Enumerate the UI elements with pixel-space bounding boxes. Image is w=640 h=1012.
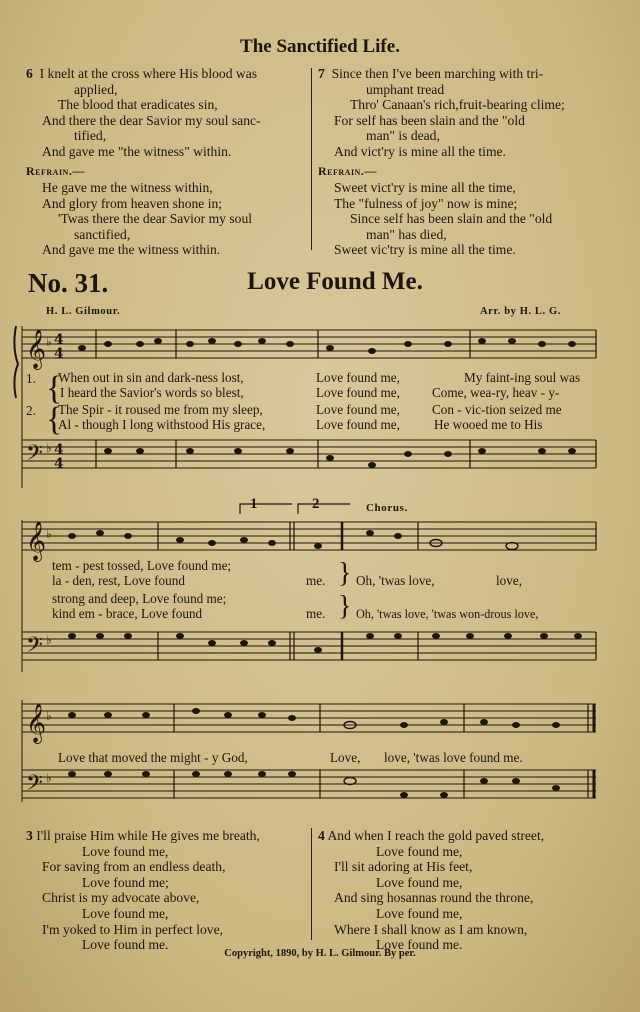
copyright-notice: Copyright, 1890, by H. L. Gilmour. By per. (224, 948, 416, 959)
lyric-line: Love, (330, 750, 361, 765)
verse-line: Where I shall know as I am known, (334, 921, 528, 937)
verse-7 (318, 66, 618, 160)
verse-line: Love found me, (82, 843, 169, 859)
verse-line: And vict'ry is mine all the time. (334, 143, 506, 159)
lyric-line: strong and deep, Love found me; (52, 591, 227, 606)
lyric-line: Love found me, (316, 385, 400, 400)
refrain-line: The "fulness of joy" now is mine; (334, 195, 518, 211)
verse-line: I'm yoked to Him in perfect love, (42, 921, 224, 937)
verse-line: For saving from an endless death, (42, 859, 226, 875)
verse-number: 2. (26, 403, 36, 418)
verse-line: Thro' Canaan's rich,fruit-bearing clime; (350, 97, 565, 113)
lyric-line: me. (306, 606, 326, 621)
svg-text:𝄢: 𝄢 (26, 771, 43, 801)
refrain-heading: Refrain.— (318, 164, 377, 178)
svg-text:𝄞: 𝄞 (26, 329, 47, 369)
lyric-line: Love found me, (316, 370, 400, 385)
verse-line: Love found me, (376, 874, 463, 890)
svg-text:4: 4 (54, 332, 64, 348)
lyric-line: Love that moved the might - y God, (58, 750, 248, 765)
verse-line: man" is dead, (366, 128, 440, 144)
lyric-line: When out in sin and dark-ness lost, (58, 370, 244, 385)
lyric-line: me. (306, 573, 326, 588)
svg-text:♭: ♭ (46, 527, 52, 541)
refrain-heading: Refrain.— (26, 164, 85, 178)
lyric-line: My faint-ing soul was (464, 370, 581, 385)
refrain-right (318, 180, 618, 258)
svg-text:4: 4 (54, 456, 64, 472)
verse-line: applied, (74, 81, 118, 97)
svg-text:♭: ♭ (46, 441, 52, 455)
svg-text:𝄞: 𝄞 (26, 703, 47, 743)
hymn-arranger: Arr. by H. L. G. (480, 306, 561, 317)
verse-number: 7 (318, 66, 325, 81)
lyric-line: love, (496, 573, 523, 588)
verse-line: And when I reach the gold paved street, (327, 828, 545, 843)
svg-text:4: 4 (54, 442, 64, 458)
verse-line: For self has been slain and the "old (334, 112, 525, 128)
verse-line: I'll praise Him while He gives me breath, (36, 828, 260, 843)
lyric-line: Al - though I long withstood His grace, (58, 417, 266, 432)
svg-text:4: 4 (54, 346, 64, 362)
svg-text:𝄢: 𝄢 (26, 441, 43, 471)
refrain-left (26, 180, 308, 258)
lyric-line: He wooed me to His (434, 417, 543, 432)
lyric-brace: { (46, 401, 63, 438)
verse-3 (26, 828, 316, 953)
lyric-brace: { (46, 370, 63, 407)
refrain-line: man" has died, (366, 226, 447, 242)
verse-line: I knelt at the cross where His blood was (39, 66, 258, 81)
lyric-line: Con - vic-tion seized me (432, 402, 562, 417)
page-title: The Sanctified Life. (240, 36, 400, 57)
svg-text:𝄢: 𝄢 (26, 633, 43, 663)
column-divider (311, 828, 312, 940)
refrain-line: And gave me the witness within. (42, 242, 221, 258)
ending-2-label: 2 (312, 496, 320, 512)
lyric-line: Oh, 'twas love, (356, 573, 435, 588)
lyric-line: Love found me, (316, 402, 400, 417)
verse-line: I'll sit adoring at His feet, (334, 859, 473, 875)
verse-line: Love found me, (376, 843, 463, 859)
svg-text:𝄞: 𝄞 (26, 521, 47, 561)
lyric-line: I heard the Savior's words so blest, (60, 385, 244, 400)
verse-line: Christ is my advocate above, (42, 890, 200, 906)
refrain-line: Since self has been slain and the "old (350, 211, 553, 227)
verse-line: Love found me. (82, 937, 169, 953)
refrain-line: 'Twas there the dear Savior my soul (58, 211, 253, 227)
verse-4 (318, 828, 618, 953)
svg-text:♭: ♭ (46, 771, 52, 785)
verse-line: Since then I've been marching with tri- (331, 66, 544, 81)
verse-line: The blood that eradicates sin, (58, 97, 218, 113)
refrain-line: And glory from heaven shone in; (42, 195, 223, 211)
lyric-line: love, 'twas love found me. (384, 750, 523, 765)
lyric-line: la - den, rest, Love found (52, 573, 185, 588)
verse-line: And gave me "the witness" within. (42, 143, 232, 159)
verse-number: 6 (26, 66, 33, 81)
verse-line: Love found me. (376, 937, 463, 953)
hymn-author: H. L. Gilmour. (46, 306, 121, 317)
verse-number: 4 (318, 828, 325, 843)
hymn-number: No. 31. (28, 268, 109, 298)
verse-line: And sing hosannas round the throne, (334, 890, 534, 906)
lyric-line: Come, wea-ry, heav - y- (432, 385, 560, 400)
refrain-line: Sweet vic'try is mine all the time. (334, 242, 516, 258)
hymn-title: Love Found Me. (247, 268, 423, 295)
chorus-label: Chorus. (366, 502, 408, 514)
verse-line: tified, (74, 128, 107, 144)
refrain-line: sanctified, (74, 226, 131, 242)
ending-1-label: 1 (250, 496, 258, 512)
lyric-line: The Spir - it roused me from my sleep, (58, 402, 263, 417)
verse-line: Love found me, (82, 905, 169, 921)
verse-number: 3 (26, 828, 33, 843)
lyric-line: kind em - brace, Love found (52, 606, 203, 621)
lyric-brace: } (338, 591, 352, 622)
verse-6 (26, 66, 308, 160)
lyric-brace: } (338, 558, 352, 589)
refrain-line: Sweet vict'ry is mine all the time, (334, 180, 516, 195)
lyric-line: tem - pest tossed, Love found me; (52, 558, 232, 573)
verse-line: Love found me; (82, 874, 169, 890)
verse-line: umphant tread (366, 81, 445, 97)
verse-line: And there the dear Savior my soul sanc- (42, 112, 261, 128)
refrain-line: He gave me the witness within, (42, 180, 213, 195)
lyric-line: Love found me, (316, 417, 400, 432)
verse-number: 1. (26, 371, 36, 386)
svg-text:♭: ♭ (46, 335, 52, 349)
column-divider (311, 68, 312, 250)
svg-text:♭: ♭ (46, 633, 52, 647)
svg-text:♭: ♭ (46, 709, 52, 723)
lyric-line: Oh, 'twas love, 'twas won-drous love, (356, 607, 539, 621)
verse-line: Love found me, (376, 905, 463, 921)
